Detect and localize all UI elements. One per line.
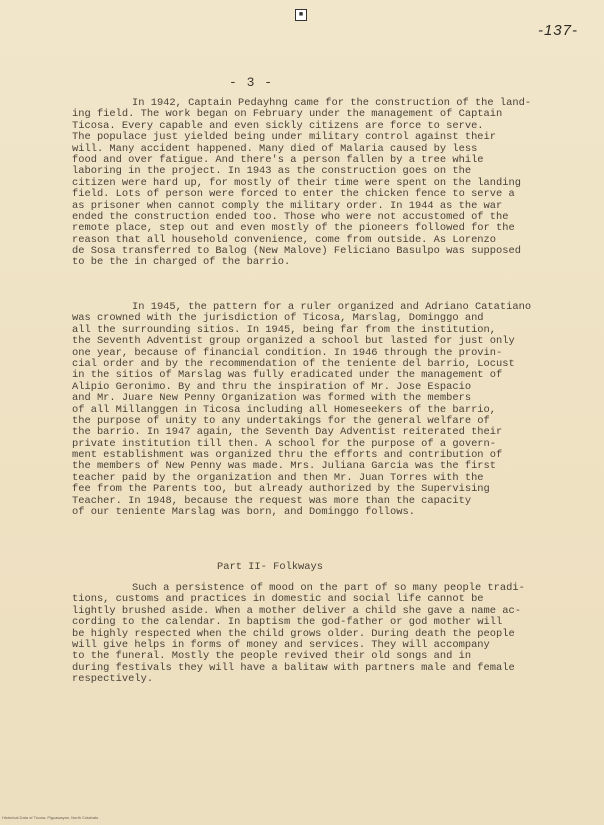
text-line: citizen were hard up, for mostly of their time were spent on the landing: [72, 176, 521, 189]
text-line: In 1945, the pattern for a ruler organized and Adriano Catatiano: [132, 301, 532, 313]
text-line: the members of New Penny was made. Mrs. Juliana Garcia was the first: [72, 460, 497, 473]
text-line: one year, because of financial condition. In 1946 through the provin-: [72, 346, 503, 359]
text-line: during festivals they will have a balitaw with partners male and female: [72, 661, 515, 674]
text-line: be highly respected when the child grows older. During death the people: [72, 627, 515, 640]
text-line: of all Millanggen in Ticosa including all Homeseekers of the barrio,: [72, 403, 497, 416]
text-line: cording to the calendar. In baptism the god-father or god mother will: [72, 616, 503, 629]
text-line: Such a persistence of mood on the part of so many people tradi-: [132, 582, 525, 594]
text-line: laboring in the project. In 1943 as the construction goes on the: [72, 165, 472, 178]
section-heading: Part II- Folkways: [217, 561, 324, 573]
text-line: to be the in charged of the barrio.: [72, 256, 291, 269]
text-line: to the funeral. Mostly the people revived their old songs and in: [72, 650, 472, 663]
text-line: the barrio. In 1947 again, the Seventh Day Adventist reiterated their: [72, 426, 503, 439]
text-line: respectively.: [72, 673, 154, 686]
text-line: all the surrounding sitios. In 1945, being far from the institution,: [72, 323, 497, 336]
text-line: The populace just yielded being under military control against their: [72, 131, 497, 144]
text-line: food and over fatigue. And there's a person fallen by a tree while: [72, 153, 484, 166]
text-line: the purpose of unity to any undertakings for the general welfare of: [72, 414, 490, 427]
paragraph-2: [72, 302, 542, 518]
text-line: ended the construction ended too. Those who were not accustomed of the: [72, 210, 509, 223]
paragraph-1: [72, 98, 542, 269]
text-line: ment establishment was organized thru the efforts and contribution of: [72, 449, 503, 462]
text-line: of our teniente Marslag was born, and Dominggo follows.: [72, 506, 415, 519]
text-line: will. Many accident happened. Many died of Malaria caused by less: [72, 142, 478, 155]
text-line: the Seventh Adventist group organized a school but lasted for just only: [72, 335, 515, 348]
page-number: - 3 -: [229, 75, 274, 90]
text-line: de Sosa transferred to Balog (New Malove) Feliciano Basulpo was supposed: [72, 245, 521, 258]
text-line: fee from the Parents too, but already authorized by the Supervising: [72, 483, 490, 496]
text-line: tions, customs and practices in domestic and social life cannot be: [72, 593, 484, 606]
text-line: Teacher. In 1948, because the request was more than the capacity: [72, 494, 472, 507]
text-line: Alipio Geronimo. By and thru the inspiration of Mr. Jose Espacio: [72, 380, 472, 393]
text-line: ing field. The work began on February under the management of Captain: [72, 108, 503, 121]
text-line: as prisoner when cannot comply the military order. In 1944 as the war: [72, 199, 503, 212]
text-line: in the sitios of Marslag was fully eradicated under the management of: [72, 369, 503, 382]
binding-hole: ■: [295, 9, 307, 21]
text-line: was crowned with the jurisdiction of Ticosa, Marslag, Dominggo and: [72, 312, 484, 325]
text-line: In 1942, Captain Pedayhng came for the construction of the land-: [132, 97, 532, 109]
footer-caption: Historical Data of Ticosa, Pigcawayan, North Cotabato: [2, 815, 99, 820]
text-line: field. Lots of person were forced to enter the chicken fence to serve a: [72, 188, 515, 201]
text-line: private institution till then. A school for the purpose of a govern-: [72, 437, 497, 450]
paragraph-3: [72, 583, 542, 686]
text-line: teacher paid by the organization and then Mr. Juan Torres with the: [72, 471, 484, 484]
text-line: lightly brushed aside. When a mother deliver a child she gave a name ac-: [72, 604, 521, 617]
text-line: and Mr. Juare New Penny Organization was formed with the members: [72, 392, 472, 405]
text-line: Ticosa. Every capable and even sickly citizens are force to serve.: [72, 119, 484, 132]
text-line: cial order and by the recommendation of the teniente del barrio, Locust: [72, 357, 515, 370]
text-line: reason that all household convenience, come from outside. As Lorenzo: [72, 233, 497, 246]
text-line: will give helps in forms of money and services. They will accompany: [72, 638, 490, 651]
text-line: remote place, step out and even mostly of the pioneers followed for the: [72, 222, 515, 235]
folio-number: -137-: [537, 22, 578, 39]
